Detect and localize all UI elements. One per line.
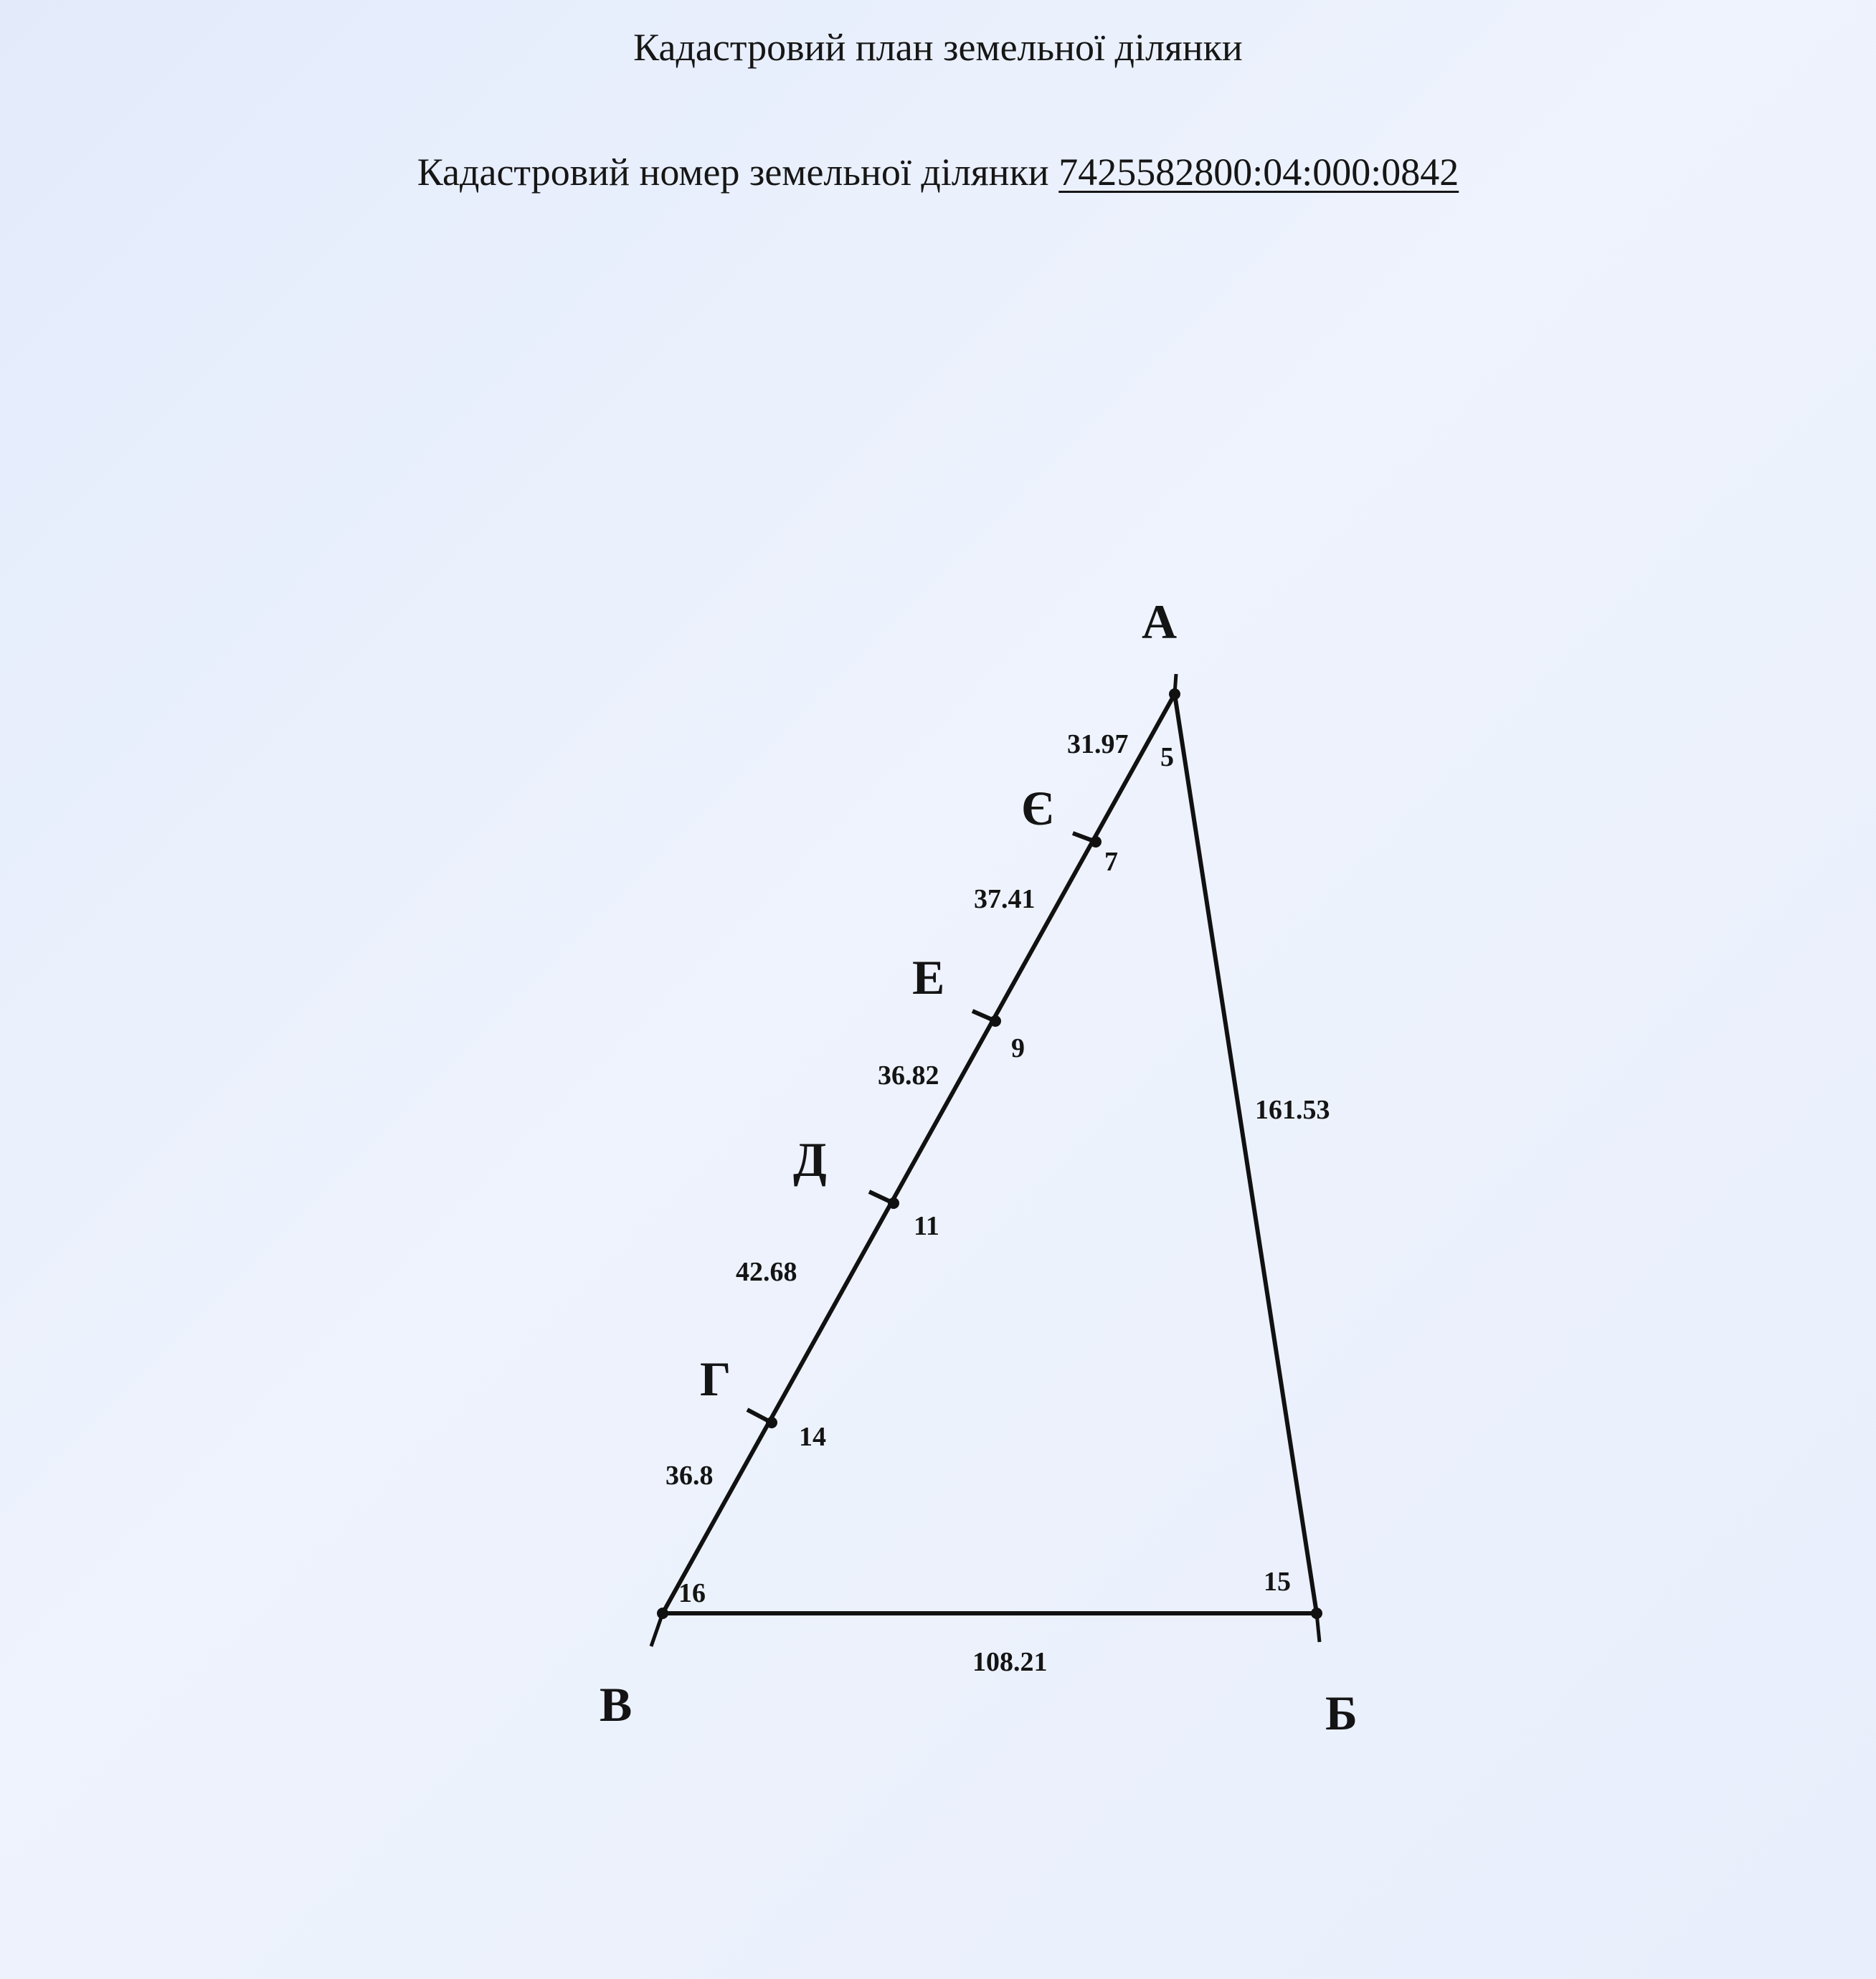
point-number-9: 9 bbox=[1011, 1033, 1025, 1063]
corner-label-ye: Є bbox=[1021, 781, 1055, 835]
cadastral-number: 7425582800:04:000:0842 bbox=[1058, 151, 1459, 194]
point-number-16: 16 bbox=[678, 1578, 706, 1608]
corner-label-v: В bbox=[600, 1677, 633, 1732]
point-number-11: 11 bbox=[914, 1211, 939, 1241]
corner-label-e: Е bbox=[912, 950, 945, 1005]
cadastral-label: Кадастровий номер земельної ділянки bbox=[417, 151, 1049, 194]
vertex-15 bbox=[1311, 1608, 1322, 1619]
corner-label-a: А bbox=[1142, 594, 1178, 649]
length-g-v: 36.8 bbox=[665, 1461, 714, 1491]
length-b-a: 161.53 bbox=[1255, 1095, 1330, 1125]
point-number-5: 5 bbox=[1160, 742, 1174, 772]
vertex-7 bbox=[1090, 836, 1102, 848]
point-number-7: 7 bbox=[1104, 847, 1118, 877]
document-title: Кадастровий план земельної ділянки bbox=[633, 26, 1243, 69]
corner-label-d: Д bbox=[793, 1132, 827, 1187]
corner-label-b: Б bbox=[1325, 1686, 1358, 1740]
length-a-ye: 31.97 bbox=[1067, 729, 1129, 759]
length-v-b: 108.21 bbox=[972, 1647, 1048, 1677]
point-number-14: 14 bbox=[799, 1422, 826, 1452]
vertex-9 bbox=[990, 1015, 1001, 1027]
corner-label-g: Г bbox=[700, 1352, 731, 1406]
vertex-14 bbox=[766, 1417, 777, 1428]
boundary-b-a bbox=[1175, 694, 1317, 1613]
length-e-d: 36.82 bbox=[878, 1060, 939, 1091]
vertex-16 bbox=[657, 1608, 668, 1619]
point-number-15: 15 bbox=[1264, 1567, 1291, 1597]
vertex-5 bbox=[1169, 688, 1180, 700]
vertex-11 bbox=[888, 1197, 899, 1209]
length-ye-e: 37.41 bbox=[974, 884, 1036, 914]
boundary-a-v bbox=[663, 694, 1175, 1613]
length-d-g: 42.68 bbox=[736, 1257, 797, 1287]
